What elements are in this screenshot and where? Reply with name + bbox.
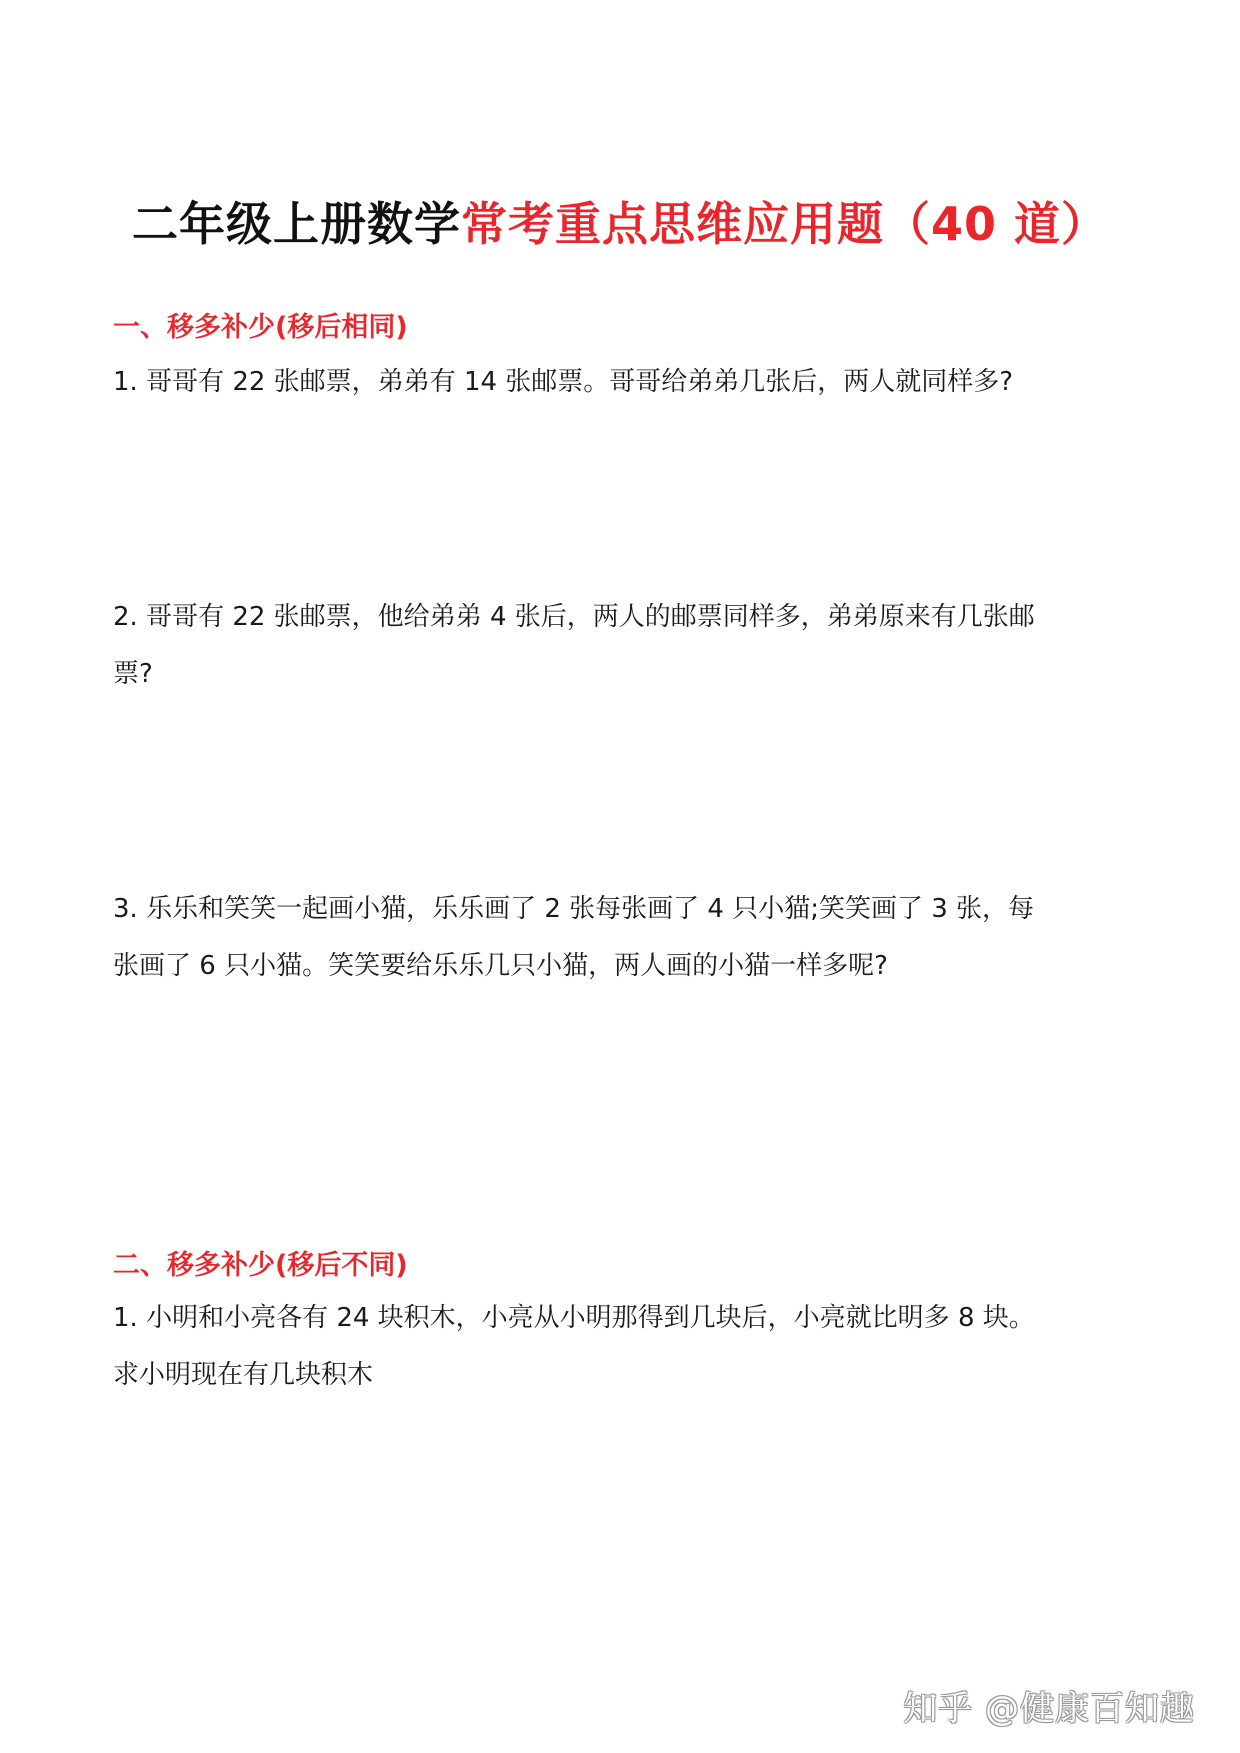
question-1-2 [113, 589, 1133, 703]
title-red-part: 常考重点思维应用题（40 道） [460, 197, 1109, 251]
question-line: 票? [113, 659, 153, 689]
section-heading-2: 二、移多补少(移后不同) [113, 1250, 408, 1281]
question-line: 求小明现在有几块积木 [113, 1360, 374, 1390]
zhihu-watermark: 知乎 @健康百知趣 [903, 1689, 1195, 1729]
question-line: 张画了 6 只小猫。笑笑要给乐乐几只小猫，两人画的小猫一样多呢? [113, 951, 888, 981]
question-line: 1. 哥哥有 22 张邮票，弟弟有 14 张邮票。哥哥给弟弟几张后，两人就同样多? [113, 367, 1014, 397]
question-1-3 [113, 881, 1133, 995]
question-1-1 [113, 354, 1133, 411]
page-title [0, 188, 1240, 254]
section-heading-1: 一、移多补少(移后相同) [113, 312, 408, 343]
question-line: 2. 哥哥有 22 张邮票，他给弟弟 4 张后，两人的邮票同样多，弟弟原来有几张邮 [113, 602, 1035, 632]
question-line: 1. 小明和小亮各有 24 块积木，小亮从小明那得到几块后，小亮就比明多 8 块。 [113, 1303, 1035, 1333]
question-line: 3. 乐乐和笑笑一起画小猫，乐乐画了 2 张每张画了 4 只小猫;笑笑画了 3 张，每 [113, 894, 1035, 924]
question-2-1 [113, 1290, 1133, 1404]
title-black-part: 二年级上册数学 [131, 197, 461, 251]
